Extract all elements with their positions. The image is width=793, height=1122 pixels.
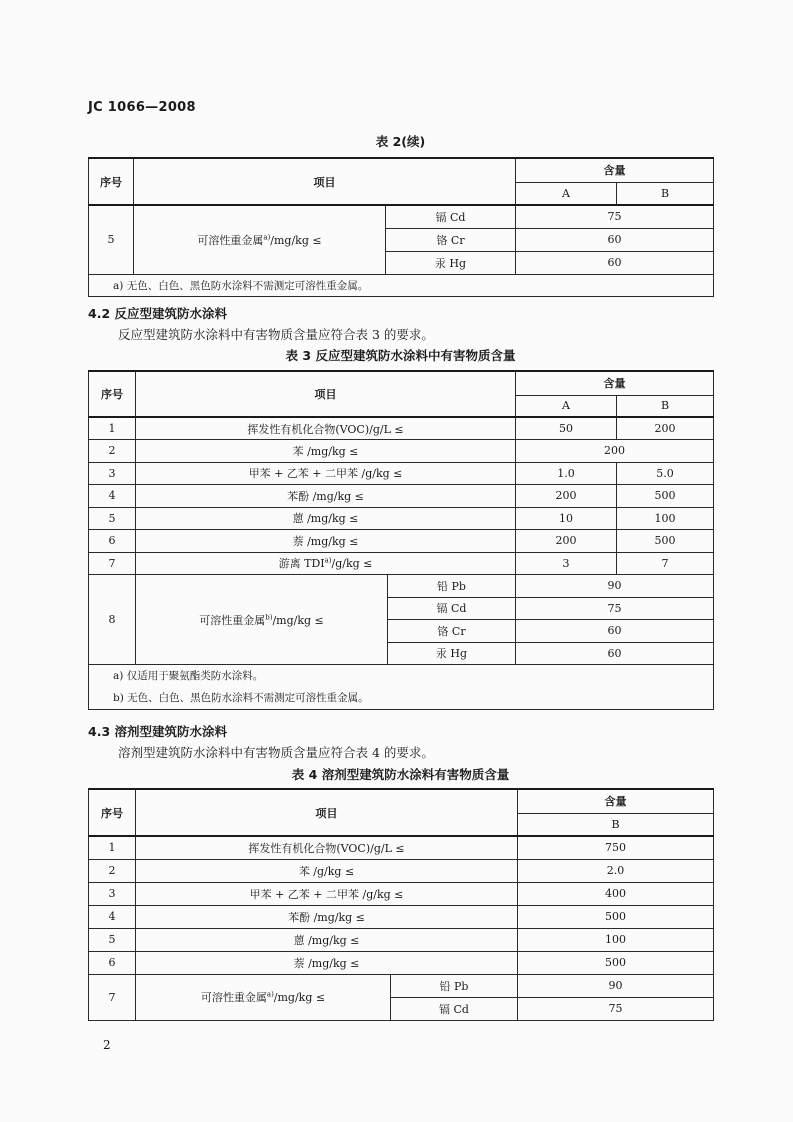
table3-title: 表 3 反应型建筑防水涂料中有害物质含量 — [285, 348, 516, 363]
table4-metal-item: 可溶性重金属$^{a)}$/mg/kg ≤ — [136, 974, 391, 1020]
table3-head-a: A — [516, 395, 617, 417]
section-4-2-body: 反应型建筑防水涂料中有害物质含量应符合表 3 的要求。 — [118, 327, 434, 342]
table3-seq: 6 — [89, 530, 136, 553]
table-row — [89, 552, 714, 575]
section-4-3-heading: 4.3 溶剂型建筑防水涂料 — [88, 724, 227, 739]
table4-value-b: 100 — [518, 928, 714, 951]
table4-seq: 6 — [89, 951, 136, 974]
table4-metal-name: 镉 Cd — [391, 997, 518, 1020]
page-number: 2 — [103, 1038, 111, 1052]
table3-metal-item: 可溶性重金属$^{b)}$/mg/kg ≤ — [136, 575, 388, 665]
table3-footnote: a) 仅适用于聚氨酯类防水涂料。 — [113, 670, 264, 682]
table3-seq: 8 — [89, 575, 136, 665]
table2-metal-name: 镉 Cd — [386, 205, 516, 228]
section-4-2-heading: 4.2 反应型建筑防水涂料 — [88, 306, 227, 321]
table2-head-a: A — [516, 182, 617, 205]
table3-value-a: 1.0 — [516, 462, 617, 485]
table2-metal-value: 60 — [516, 228, 714, 251]
table2-head-b: B — [617, 182, 714, 205]
table-row — [89, 928, 714, 951]
table3-value-b: 200 — [617, 417, 714, 440]
table4-value-b: 2.0 — [518, 859, 714, 882]
table4-value-b: 500 — [518, 951, 714, 974]
table2-head-item: 项目 — [134, 158, 516, 205]
table3-metal-value: 90 — [516, 575, 714, 598]
table3-value-a: 50 — [516, 417, 617, 440]
table2-metal-name: 铬 Cr — [386, 228, 516, 251]
table-row — [89, 836, 714, 859]
table4-head-seq: 序号 — [89, 789, 136, 836]
table4-item: 甲苯 + 乙苯 + 二甲苯 /g/kg ≤ — [136, 882, 518, 905]
table3-metal-name: 铬 Cr — [388, 620, 516, 643]
table3-value-ab: 200 — [516, 440, 714, 463]
table3-metal-value: 60 — [516, 620, 714, 643]
table3-seq: 2 — [89, 440, 136, 463]
table3-item: 萘 /mg/kg ≤ — [136, 530, 516, 553]
table2-head-seq: 序号 — [89, 158, 134, 205]
table4-item: 苯 /g/kg ≤ — [136, 859, 518, 882]
table2-footnote: a) 无色、白色、黑色防水涂料不需测定可溶性重金属。 — [89, 274, 714, 296]
table4-value-b: 400 — [518, 882, 714, 905]
table2-metal-value: 75 — [516, 205, 714, 228]
table3-seq: 5 — [89, 507, 136, 530]
table3-value-b: 5.0 — [617, 462, 714, 485]
table3 — [88, 370, 714, 710]
table3-seq: 4 — [89, 485, 136, 508]
table4-item: 苯酚 /mg/kg ≤ — [136, 905, 518, 928]
table4-item: 挥发性有机化合物(VOC)/g/L ≤ — [136, 836, 518, 859]
table3-value-b: 500 — [617, 530, 714, 553]
table3-footnote: b) 无色、白色、黑色防水涂料不需测定可溶性重金属。 — [113, 692, 369, 704]
table3-head-seq: 序号 — [89, 371, 136, 417]
table3-seq: 1 — [89, 417, 136, 440]
table3-value-b: 100 — [617, 507, 714, 530]
table4-head-b: B — [518, 813, 714, 836]
section-4-3-body: 溶剂型建筑防水涂料中有害物质含量应符合表 4 的要求。 — [118, 745, 434, 760]
table4-head-item: 项目 — [136, 789, 518, 836]
table3-seq: 7 — [89, 552, 136, 575]
table3-value-b: 7 — [617, 552, 714, 575]
table3-value-b: 500 — [617, 485, 714, 508]
table2-metal-item: 可溶性重金属$^{a)}$/mg/kg ≤ — [134, 205, 386, 274]
table2 — [88, 157, 714, 297]
standard-code: JC 1066—2008 — [88, 100, 196, 115]
table3-metal-value: 75 — [516, 597, 714, 620]
table4-item: 蒽 /mg/kg ≤ — [136, 928, 518, 951]
table4-value-b: 750 — [518, 836, 714, 859]
table3-item: 甲苯 + 乙苯 + 二甲苯 /g/kg ≤ — [136, 462, 516, 485]
table2-metal-name: 汞 Hg — [386, 251, 516, 274]
table4-seq: 1 — [89, 836, 136, 859]
table4 — [88, 788, 714, 1021]
table3-metal-name: 镉 Cd — [388, 597, 516, 620]
table-row — [89, 905, 714, 928]
table3-metal-value: 60 — [516, 642, 714, 665]
table3-item: 蒽 /mg/kg ≤ — [136, 507, 516, 530]
table3-value-a: 3 — [516, 552, 617, 575]
table2-title: 表 2(续) — [375, 134, 426, 149]
table3-head-content: 含量 — [516, 371, 714, 395]
table2-head-content: 含量 — [516, 158, 714, 182]
table-row — [89, 485, 714, 508]
table-row — [89, 859, 714, 882]
table3-item: 游离 $TDI^{a)}/g/kg$ ≤ — [136, 552, 516, 575]
table4-seq: 5 — [89, 928, 136, 951]
table3-item: 挥发性有机化合物(VOC)/g/L ≤ — [136, 417, 516, 440]
table4-seq: 7 — [89, 974, 136, 1020]
table4-seq: 4 — [89, 905, 136, 928]
table4-item: 萘 /mg/kg ≤ — [136, 951, 518, 974]
table-row — [89, 882, 714, 905]
table-row — [89, 417, 714, 440]
table-row — [89, 462, 714, 485]
table3-value-a: 200 — [516, 530, 617, 553]
table3-head-b: B — [617, 395, 714, 417]
table2-metal-value: 60 — [516, 251, 714, 274]
table4-title: 表 4 溶剂型建筑防水涂料有害物质含量 — [291, 767, 510, 782]
table4-value-b: 500 — [518, 905, 714, 928]
table3-metal-name: 汞 Hg — [388, 642, 516, 665]
table3-value-a: 10 — [516, 507, 617, 530]
table3-metal-name: 铅 Pb — [388, 575, 516, 598]
table3-seq: 3 — [89, 462, 136, 485]
table4-seq: 2 — [89, 859, 136, 882]
table-row — [89, 507, 714, 530]
table4-head-content: 含量 — [518, 789, 714, 813]
table3-head-item: 项目 — [136, 371, 516, 417]
table3-item: 苯酚 /mg/kg ≤ — [136, 485, 516, 508]
table-row — [89, 440, 714, 463]
table2-seq: 5 — [89, 205, 134, 274]
table4-metal-value: 75 — [518, 997, 714, 1020]
table3-footnotes — [89, 665, 714, 710]
table4-seq: 3 — [89, 882, 136, 905]
table-row — [89, 530, 714, 553]
table4-metal-name: 铅 Pb — [391, 974, 518, 997]
table4-metal-value: 90 — [518, 974, 714, 997]
table3-item: 苯 /mg/kg ≤ — [136, 440, 516, 463]
table-row — [89, 951, 714, 974]
table3-value-a: 200 — [516, 485, 617, 508]
